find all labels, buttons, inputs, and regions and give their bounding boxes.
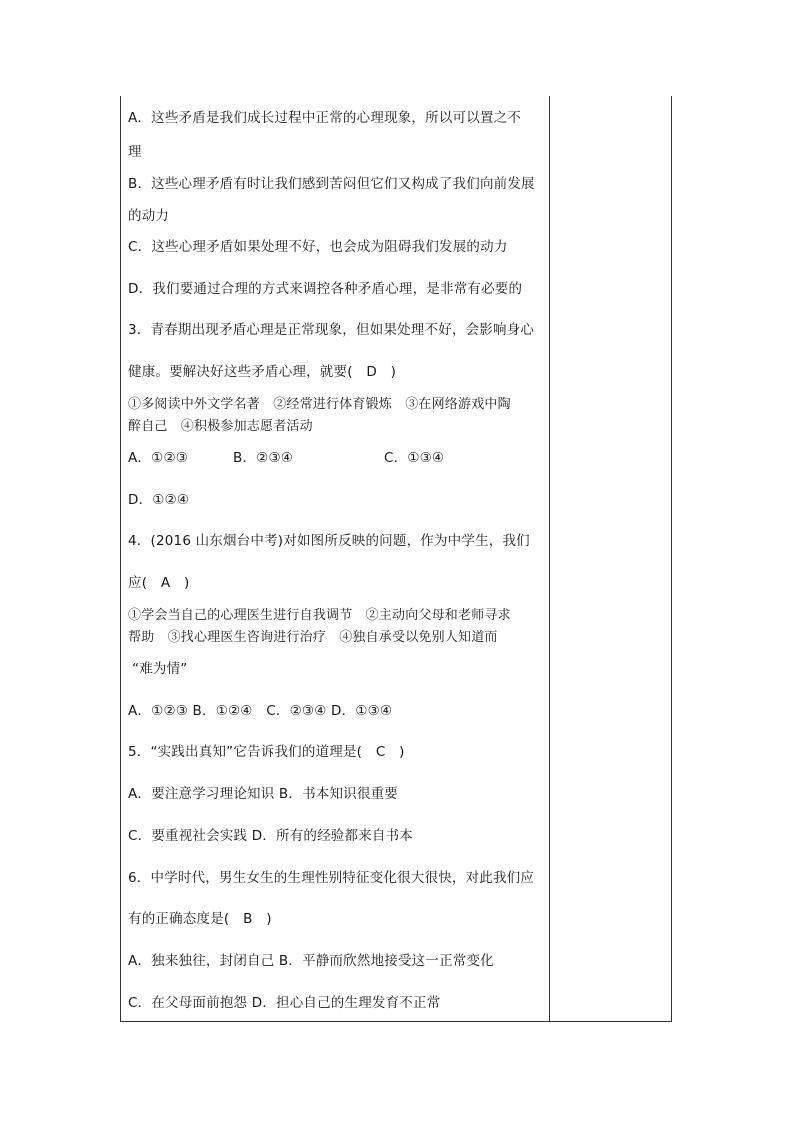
q4-stem-line1: 4．(2016 山东烟台中考)对如图所反映的问题，作为中学生，我们 — [128, 533, 530, 549]
table-right-border — [671, 96, 672, 1022]
q3-items-line1: ①多阅读中外文学名著 ②经常进行体育锻炼 ③在网络游戏中陶 — [128, 397, 511, 412]
q6-options-line1: A．独来独往，封闭自己 B．平静而欣然地接受这一正常变化 — [128, 953, 494, 969]
table-left-border — [120, 96, 121, 1022]
q2-option-b-line2: 的动力 — [128, 208, 170, 224]
q5-stem: 5．“实践出真知”它告诉我们的道理是( C ) — [128, 744, 405, 760]
q2-option-d: D．我们要通过合理的方式来调控各种矛盾心理，是非常有必要的 — [128, 281, 523, 297]
table-bottom-border — [120, 1021, 672, 1022]
q5-options-line1: A．要注意学习理论知识 B．书本知识很重要 — [128, 786, 398, 802]
q5-options-line2: C．要重视社会实践 D．所有的经验都来自书本 — [128, 828, 414, 844]
q2-option-b-line1: B．这些心理矛盾有时让我们感到苦闷但它们又构成了我们向前发展 — [128, 176, 535, 192]
q3-option-c: C．①③④ — [384, 450, 445, 466]
q4-options: A．①②③ B．①②④ C．②③④ D．①③④ — [128, 703, 393, 719]
q2-option-a-line1: A．这些矛盾是我们成长过程中正常的心理现象，所以可以置之不 — [128, 110, 522, 126]
q3-option-d: D．①②④ — [128, 492, 190, 508]
q3-stem-line1: 3．青春期出现矛盾心理是正常现象，但如果处理不好，会影响身心 — [128, 322, 535, 338]
q4-stem-line2: 应( A ) — [128, 575, 190, 591]
q3-option-a: A．①②③ — [128, 450, 189, 466]
q6-options-line2: C．在父母面前抱怨 D．担心自己的生理发育不正常 — [128, 995, 441, 1011]
q4-items-line2: 帮助 ③找心理医生咨询进行治疗 ④独自承受以免别人知道而 — [128, 630, 498, 645]
q4-items-line3: “难为情” — [132, 661, 188, 677]
q6-stem-line2: 有的正确态度是( B ) — [128, 911, 272, 927]
q2-option-a-line2: 理 — [128, 144, 142, 160]
q3-stem-line2: 健康。要解决好这些矛盾心理，就要( D ) — [128, 364, 397, 380]
table-column-divider — [549, 96, 550, 1022]
q4-items-line1: ①学会当自己的心理医生进行自我调节 ②主动向父母和老师寻求 — [128, 608, 511, 623]
q6-stem-line1: 6．中学时代，男生女生的生理性别特征变化很大很快，对此我们应 — [128, 870, 535, 886]
q3-items-line2: 醉自己 ④积极参加志愿者活动 — [128, 419, 313, 434]
q3-option-b: B．②③④ — [233, 450, 294, 466]
q2-option-c: C．这些心理矛盾如果处理不好，也会成为阻碍我们发展的动力 — [128, 239, 508, 255]
